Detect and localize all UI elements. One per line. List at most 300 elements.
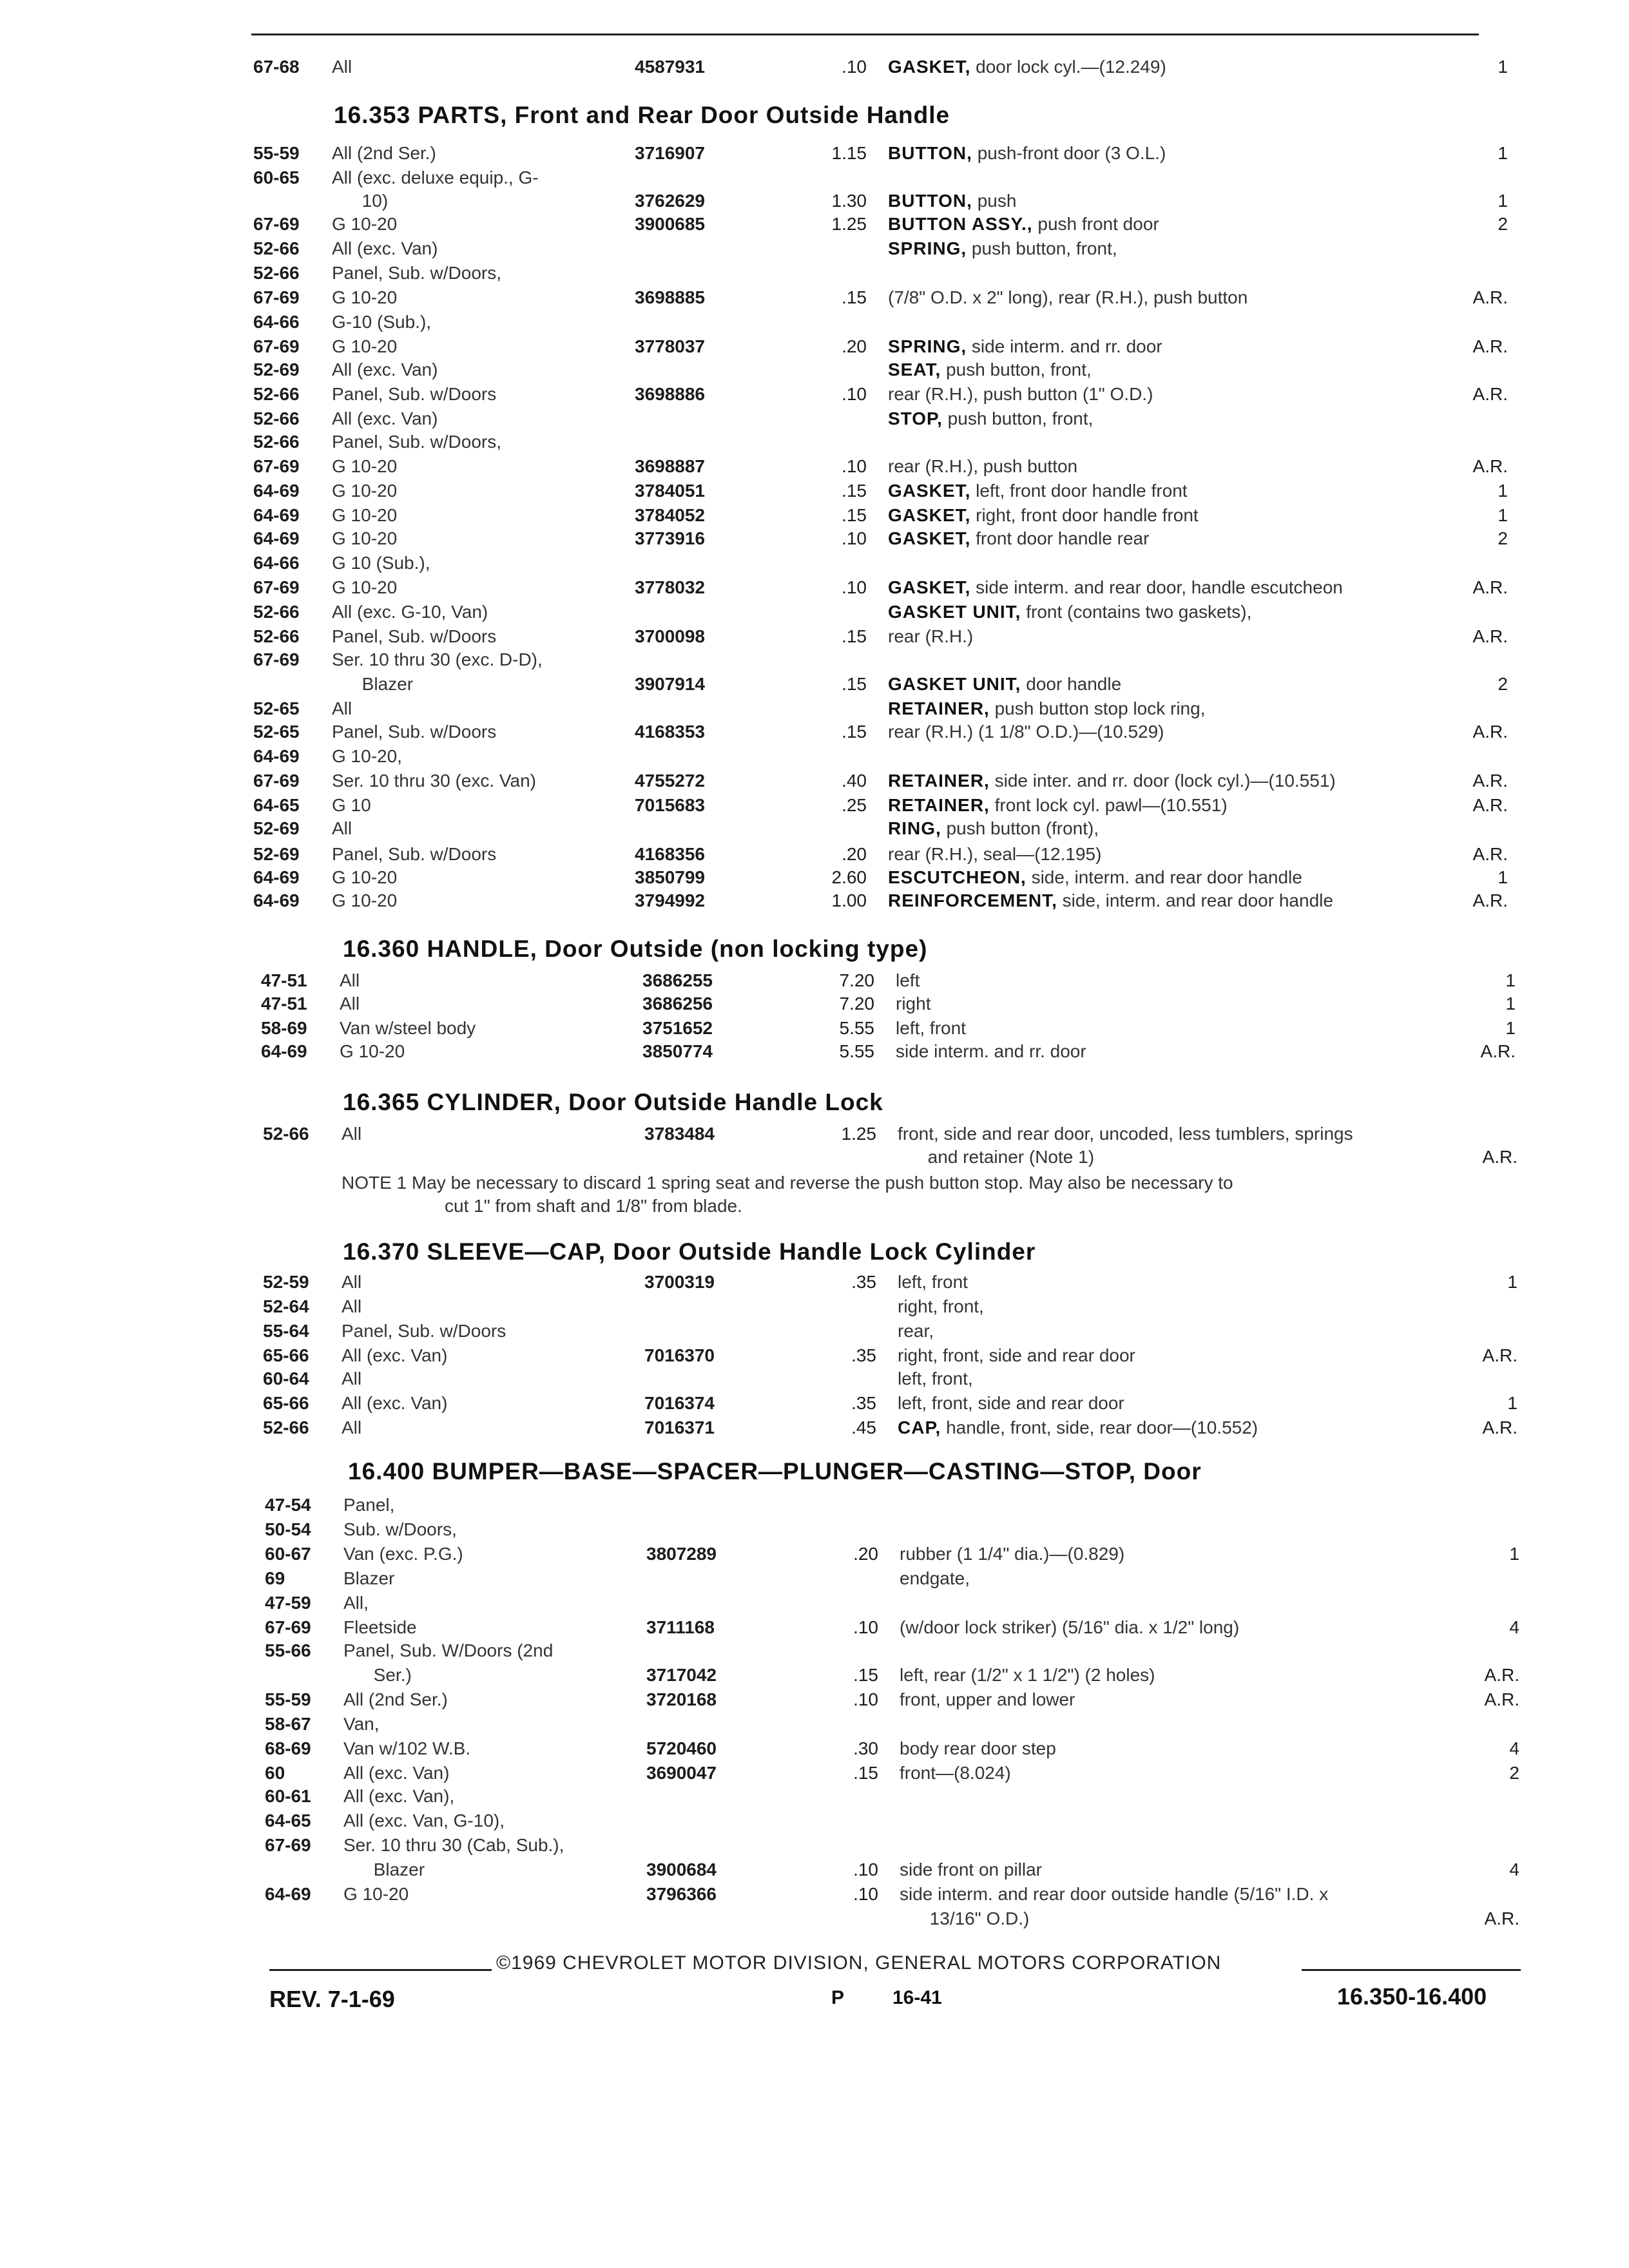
model-applicability: 10) <box>332 191 389 211</box>
year-range: 58-67 <box>265 1714 311 1734</box>
description-text: push button, front, <box>942 408 1094 428</box>
part-number: 3784051 <box>635 481 706 501</box>
table-row <box>0 771 1629 796</box>
table-row <box>12 1689 1629 1715</box>
table-row <box>10 1147 1629 1173</box>
part-number: 3773916 <box>635 528 706 548</box>
model-applicability: Ser. 10 thru 30 (exc. D-D), <box>332 649 543 669</box>
price: .15 <box>842 626 867 646</box>
description-text: handle, front, side, rear door—(10.552) <box>941 1418 1258 1437</box>
year-range: 52-59 <box>263 1272 309 1292</box>
model-applicability: All <box>332 818 352 838</box>
quantity: A.R. <box>1472 771 1508 791</box>
model-applicability: G 10-20 <box>332 456 398 476</box>
part-number: 3850799 <box>635 867 706 887</box>
description-text: left, rear (1/2" x 1 1/2") (2 holes) <box>900 1665 1155 1685</box>
part-description <box>900 1617 1239 1638</box>
model-applicability: Ser. 10 thru 30 (exc. Van) <box>332 771 536 791</box>
year-range: 64-65 <box>265 1811 311 1831</box>
part-number: 3783484 <box>644 1124 715 1144</box>
model-applicability: All (exc. Van) <box>343 1763 450 1783</box>
model-applicability: Van (exc. P.G.) <box>343 1544 463 1564</box>
quantity: A.R. <box>1472 722 1508 742</box>
year-range: 52-65 <box>253 722 300 742</box>
model-applicability: G 10 <box>332 795 371 815</box>
year-range: 55-64 <box>263 1321 309 1341</box>
year-range: 67-68 <box>253 57 300 77</box>
part-number: 3711168 <box>646 1617 715 1637</box>
description-text: side, interm. and rear door handle <box>1026 867 1302 887</box>
part-description <box>888 528 1149 549</box>
quantity: 1 <box>1507 1272 1518 1292</box>
quantity: 1 <box>1505 1018 1516 1038</box>
model-applicability: All <box>332 698 352 718</box>
part-description <box>898 1393 1124 1414</box>
part-description <box>888 408 1093 429</box>
description-text: right, front, side and rear door <box>898 1345 1135 1365</box>
description-text: door handle <box>1021 674 1122 694</box>
year-range: 52-66 <box>253 384 300 404</box>
price: .10 <box>853 1860 878 1879</box>
model-applicability: G 10-20 <box>332 867 398 887</box>
table-row <box>0 263 1629 289</box>
part-name: SPRING, <box>888 336 967 356</box>
year-range: 60-67 <box>265 1544 311 1564</box>
model-applicability: G 10-20 <box>332 577 398 597</box>
year-range: 64-69 <box>261 1041 307 1061</box>
year-range: 67-69 <box>253 456 300 476</box>
quantity: 4 <box>1509 1617 1519 1637</box>
model-applicability: All <box>340 994 360 1014</box>
price: 7.20 <box>839 994 874 1014</box>
part-description <box>888 890 1333 911</box>
section-heading-16-353: 16.353 PARTS, Front and Rear Door Outside Handle <box>334 102 950 128</box>
model-applicability: All (exc. Van) <box>332 408 438 428</box>
note-line-2: cut 1" from shaft and 1/8" from blade. <box>445 1196 742 1216</box>
price: .10 <box>853 1617 878 1637</box>
year-range: 67-69 <box>253 214 300 234</box>
part-description <box>900 1860 1042 1880</box>
price: .40 <box>842 771 867 791</box>
part-name: GASKET, <box>888 57 971 77</box>
table-row <box>0 746 1629 772</box>
table-row <box>12 1860 1629 1885</box>
part-description <box>888 818 1099 839</box>
table-row <box>0 867 1629 893</box>
description-text: push front door <box>1032 214 1159 234</box>
description-text: push button, front, <box>941 360 1092 380</box>
section-heading-16-365: 16.365 CYLINDER, Door Outside Handle Lock <box>343 1089 883 1115</box>
description-text: side interm. and rear door, handle escutcheon <box>970 577 1343 597</box>
description-text: right, front door handle front <box>970 505 1199 525</box>
price: 2.60 <box>831 867 867 887</box>
part-name: GASKET, <box>888 577 971 597</box>
part-description <box>900 1763 1011 1783</box>
description-text: rear (R.H.) (1 1/8" O.D.)—(10.529) <box>888 722 1164 742</box>
quantity: 1 <box>1498 57 1508 77</box>
section-heading-16-360: 16.360 HANDLE, Door Outside (non locking type) <box>343 936 928 962</box>
description-text: left, front door handle front <box>970 481 1188 501</box>
part-name: RING, <box>888 818 941 838</box>
description-text: right, front, <box>898 1296 984 1316</box>
price: .15 <box>842 505 867 525</box>
table-row <box>12 1738 1629 1764</box>
part-description <box>896 1041 1086 1062</box>
part-description <box>898 1124 1353 1144</box>
model-applicability: G 10-20 <box>332 890 398 910</box>
part-description <box>900 1738 1056 1759</box>
model-applicability: All (exc. Van, G-10), <box>343 1811 505 1831</box>
part-number: 3778037 <box>635 336 706 356</box>
year-range: 64-69 <box>253 505 300 525</box>
table-row <box>8 994 1629 1019</box>
part-number: 3700098 <box>635 626 706 646</box>
page-prefix: P <box>831 1987 845 2008</box>
part-name: CAP, <box>898 1418 941 1437</box>
quantity: 1 <box>1505 970 1516 990</box>
table-row <box>0 384 1629 410</box>
quantity: 4 <box>1509 1738 1519 1758</box>
quantity: 4 <box>1509 1860 1519 1879</box>
part-number: 4168353 <box>635 722 706 742</box>
description-text: front, side and rear door, uncoded, less tumblers, springs <box>898 1124 1353 1144</box>
price: .35 <box>851 1345 876 1365</box>
year-range: 47-51 <box>261 970 307 990</box>
part-number: 3807289 <box>646 1544 717 1564</box>
table-row <box>10 1345 1629 1371</box>
part-number: 3686255 <box>642 970 713 990</box>
quantity: A.R. <box>1472 890 1508 910</box>
part-name: ESCUTCHEON, <box>888 867 1027 887</box>
model-applicability: Blazer <box>332 674 414 694</box>
quantity: 1 <box>1509 1544 1519 1564</box>
model-applicability: Panel, Sub. w/Doors, <box>332 263 502 283</box>
price: .45 <box>851 1418 876 1437</box>
year-range: 67-69 <box>253 336 300 356</box>
price: 1.00 <box>831 890 867 910</box>
price: 1.25 <box>841 1124 876 1144</box>
table-row <box>0 795 1629 821</box>
part-number: 4755272 <box>635 771 706 791</box>
price: 7.20 <box>839 970 874 990</box>
model-applicability: Panel, <box>343 1495 395 1515</box>
part-description <box>896 970 920 991</box>
year-range: 52-69 <box>253 844 300 864</box>
year-range: 52-65 <box>253 698 300 718</box>
model-applicability: G 10-20 <box>332 214 398 234</box>
model-applicability: Panel, Sub. w/Doors <box>332 722 497 742</box>
table-row <box>12 1593 1629 1619</box>
year-range: 60-65 <box>253 168 300 187</box>
price: 1.25 <box>831 214 867 234</box>
table-row <box>0 432 1629 457</box>
part-description <box>900 1665 1155 1686</box>
year-range: 52-66 <box>253 238 300 258</box>
top-rule <box>251 34 1479 35</box>
model-applicability: All <box>340 970 360 990</box>
table-row <box>0 577 1629 603</box>
description-text: push <box>972 191 1017 211</box>
table-row <box>10 1272 1629 1298</box>
part-number: 3698886 <box>635 384 706 404</box>
quantity: 1 <box>1498 143 1508 163</box>
price: .25 <box>842 795 867 815</box>
description-text: left, front, side and rear door <box>898 1393 1124 1413</box>
model-applicability: Blazer <box>343 1860 425 1879</box>
year-range: 52-66 <box>263 1418 309 1437</box>
part-name: GASKET, <box>888 481 971 501</box>
year-range: 50-54 <box>265 1519 311 1539</box>
part-number: 3698887 <box>635 456 706 476</box>
table-row <box>10 1124 1629 1149</box>
description-text: rubber (1 1/4" dia.)—(0.829) <box>900 1544 1125 1564</box>
quantity: A.R. <box>1484 1689 1519 1709</box>
price: .10 <box>842 384 867 404</box>
price: .30 <box>853 1738 878 1758</box>
table-row <box>0 505 1629 531</box>
part-description <box>900 1544 1124 1564</box>
model-applicability: All <box>342 1369 362 1389</box>
model-applicability: All (2nd Ser.) <box>332 143 436 163</box>
table-row <box>0 287 1629 313</box>
model-applicability: All (exc. Van) <box>342 1393 448 1413</box>
year-range: 64-69 <box>253 867 300 887</box>
part-number: 3900685 <box>635 214 706 234</box>
year-range: 55-66 <box>265 1640 311 1660</box>
model-applicability: All <box>342 1418 362 1437</box>
model-applicability: G 10-20 <box>332 481 398 501</box>
description-text: left, front <box>896 1018 966 1038</box>
quantity: 1 <box>1507 1393 1518 1413</box>
description-text: front lock cyl. pawl—(10.551) <box>989 795 1228 815</box>
table-row <box>12 1763 1629 1789</box>
part-description <box>888 602 1251 622</box>
description-text: side interm. and rear door outside handle (5/16" I.D. x <box>900 1884 1329 1904</box>
year-range: 55-59 <box>265 1689 311 1709</box>
model-applicability: G-10 (Sub.), <box>332 312 432 332</box>
table-row <box>0 602 1629 628</box>
price: .10 <box>842 57 867 77</box>
quantity: A.R. <box>1480 1041 1516 1061</box>
year-range: 52-66 <box>253 263 300 283</box>
description-text: front (contains two gaskets), <box>1021 602 1252 622</box>
part-description <box>888 844 1101 865</box>
part-description <box>888 771 1336 791</box>
table-row <box>0 626 1629 652</box>
price: .15 <box>842 481 867 501</box>
table-row <box>10 1369 1629 1394</box>
table-row <box>12 1786 1629 1812</box>
table-row <box>0 312 1629 338</box>
description-text: rear (R.H.), seal—(12.195) <box>888 844 1102 864</box>
part-description <box>888 238 1117 259</box>
description-text: side interm. and rr. door <box>967 336 1162 356</box>
description-text: left <box>896 970 920 990</box>
part-number: 3700319 <box>644 1272 715 1292</box>
part-name: GASKET, <box>888 505 971 525</box>
model-applicability: Panel, Sub. w/Doors <box>332 626 497 646</box>
part-name: RETAINER, <box>888 771 990 791</box>
part-description <box>888 191 1016 211</box>
part-name: RETAINER, <box>888 795 990 815</box>
price: .15 <box>853 1665 878 1685</box>
year-range: 67-69 <box>265 1617 311 1637</box>
quantity: 1 <box>1498 191 1508 211</box>
description-text: push button, front, <box>967 238 1117 258</box>
section-heading-16-370: 16.370 SLEEVE—CAP, Door Outside Handle Lock Cylinder <box>343 1238 1036 1265</box>
table-row <box>0 57 1629 82</box>
year-range: 52-66 <box>253 408 300 428</box>
part-number: 3686256 <box>642 994 713 1014</box>
year-range: 67-69 <box>265 1835 311 1855</box>
quantity: A.R. <box>1472 795 1508 815</box>
quantity: A.R. <box>1472 577 1508 597</box>
year-range: 60-64 <box>263 1369 309 1389</box>
model-applicability: All <box>342 1296 362 1316</box>
table-row <box>0 238 1629 264</box>
table-row <box>0 844 1629 870</box>
part-description <box>888 795 1228 816</box>
model-applicability: G 10-20 <box>340 1041 405 1061</box>
table-row <box>0 360 1629 385</box>
part-description <box>900 1884 1328 1905</box>
price: 5.55 <box>839 1018 874 1038</box>
year-range: 55-59 <box>253 143 300 163</box>
year-range: 64-66 <box>253 553 300 573</box>
part-description <box>888 698 1205 719</box>
part-description <box>888 674 1121 695</box>
price: .20 <box>842 336 867 356</box>
year-range: 47-54 <box>265 1495 311 1515</box>
price: .35 <box>851 1272 876 1292</box>
price: .10 <box>853 1689 878 1709</box>
table-row <box>0 456 1629 482</box>
part-number: 7016374 <box>644 1393 715 1413</box>
part-number: 4168356 <box>635 844 706 864</box>
part-number: 3720168 <box>646 1689 717 1709</box>
table-row <box>12 1908 1629 1934</box>
part-number: 7015683 <box>635 795 706 815</box>
model-applicability: Van, <box>343 1714 380 1734</box>
price: .20 <box>853 1544 878 1564</box>
model-applicability: All (exc. G-10, Van) <box>332 602 488 622</box>
part-number: 3850774 <box>642 1041 713 1061</box>
model-applicability: All (exc. deluxe equip., G- <box>332 168 539 187</box>
model-applicability: Fleetside <box>343 1617 417 1637</box>
year-range: 52-69 <box>253 360 300 380</box>
model-applicability: All (exc. Van) <box>332 238 438 258</box>
part-description <box>900 1689 1075 1710</box>
description-text: (w/door lock striker) (5/16" dia. x 1/2" long) <box>900 1617 1240 1637</box>
model-applicability: G 10-20 <box>332 528 398 548</box>
model-applicability: G 10 (Sub.), <box>332 553 430 573</box>
part-description <box>888 481 1188 501</box>
model-applicability: Ser. 10 thru 30 (Cab, Sub.), <box>343 1835 564 1855</box>
model-applicability: Van w/steel body <box>340 1018 476 1038</box>
description-text: side inter. and rr. door (lock cyl.)—(10.551) <box>989 771 1336 791</box>
quantity: A.R. <box>1482 1345 1518 1365</box>
year-range: 67-69 <box>253 287 300 307</box>
table-row <box>0 649 1629 675</box>
section-heading-16-400: 16.400 BUMPER—BASE—SPACER—PLUNGER—CASTING—STOP, Door <box>348 1458 1202 1485</box>
model-applicability: Panel, Sub. w/Doors <box>342 1321 506 1341</box>
part-description <box>896 994 930 1014</box>
model-applicability: Panel, Sub. W/Doors (2nd <box>343 1640 554 1660</box>
model-applicability: G 10-20 <box>332 336 398 356</box>
quantity: A.R. <box>1472 844 1508 864</box>
price: 1.30 <box>831 191 867 211</box>
part-description <box>888 57 1166 77</box>
part-description <box>898 1321 934 1341</box>
table-row <box>12 1617 1629 1643</box>
price: .10 <box>842 528 867 548</box>
part-description <box>898 1296 984 1317</box>
description-text: 13/16" O.D.) <box>900 1908 1030 1928</box>
quantity: A.R. <box>1472 626 1508 646</box>
description-text: front, upper and lower <box>900 1689 1075 1709</box>
model-applicability: All (exc. Van) <box>342 1345 448 1365</box>
part-description <box>898 1345 1135 1366</box>
part-description <box>898 1369 973 1389</box>
description-text: front—(8.024) <box>900 1763 1011 1783</box>
part-number: 3716907 <box>635 143 706 163</box>
model-applicability: Sub. w/Doors, <box>343 1519 457 1539</box>
table-row <box>12 1884 1629 1910</box>
description-text: side, interm. and rear door handle <box>1057 890 1333 910</box>
part-name: RETAINER, <box>888 698 990 718</box>
year-range: 47-51 <box>261 994 307 1014</box>
description-text: side interm. and rr. door <box>896 1041 1086 1061</box>
description-text: rear, <box>898 1321 934 1341</box>
description-text: side front on pillar <box>900 1860 1043 1879</box>
part-number: 3717042 <box>646 1665 717 1685</box>
part-number: 3690047 <box>646 1763 717 1783</box>
section-range: 16.350-16.400 <box>1337 1983 1487 2010</box>
part-number: 4587931 <box>635 57 706 77</box>
part-name: GASKET UNIT, <box>888 674 1021 694</box>
part-name: BUTTON, <box>888 191 972 211</box>
quantity: A.R. <box>1472 336 1508 356</box>
part-description <box>898 1272 968 1293</box>
revision-date: REV. 7-1-69 <box>269 1986 395 2012</box>
table-row <box>12 1811 1629 1836</box>
quantity: 1 <box>1498 867 1508 887</box>
part-description <box>900 1568 970 1589</box>
part-name: STOP, <box>888 408 943 428</box>
price: .15 <box>842 287 867 307</box>
price: .10 <box>842 577 867 597</box>
year-range: 64-66 <box>253 312 300 332</box>
description-text: right <box>896 994 931 1014</box>
table-row <box>0 481 1629 506</box>
model-applicability: All, <box>343 1593 369 1613</box>
year-range: 68-69 <box>265 1738 311 1758</box>
model-applicability: Ser.) <box>343 1665 412 1685</box>
model-applicability: Van w/102 W.B. <box>343 1738 471 1758</box>
price: .15 <box>842 722 867 742</box>
quantity: 2 <box>1509 1763 1519 1783</box>
description-text: door lock cyl.—(12.249) <box>970 57 1166 77</box>
quantity: A.R. <box>1472 384 1508 404</box>
year-range: 52-69 <box>253 818 300 838</box>
part-description <box>888 626 973 647</box>
price: .10 <box>853 1884 878 1904</box>
part-number: 5720460 <box>646 1738 717 1758</box>
part-number: 3794992 <box>635 890 706 910</box>
year-range: 65-66 <box>263 1345 309 1365</box>
part-name: SEAT, <box>888 360 941 380</box>
quantity: 1 <box>1498 505 1508 525</box>
